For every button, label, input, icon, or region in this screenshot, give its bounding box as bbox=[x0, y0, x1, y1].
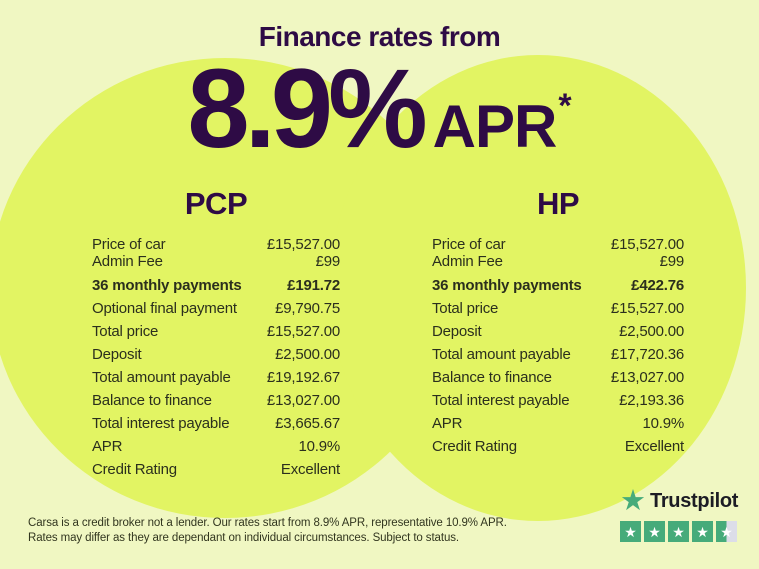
table-row bbox=[432, 438, 684, 461]
rate-value: 8.9% bbox=[187, 46, 423, 171]
table-row bbox=[92, 369, 340, 392]
hp-column-title: HP bbox=[536, 186, 580, 221]
star-icon: ★ bbox=[692, 521, 713, 542]
row-label: Credit Rating bbox=[92, 461, 177, 478]
row-value: £17,720.36 bbox=[610, 346, 684, 363]
row-value: £3,665.67 bbox=[275, 415, 340, 432]
table-row bbox=[432, 392, 684, 415]
row-value: £2,500.00 bbox=[619, 323, 684, 340]
footnote-asterisk: * bbox=[558, 87, 572, 125]
table-row bbox=[432, 300, 684, 323]
table-row bbox=[92, 438, 340, 461]
row-value: Excellent bbox=[624, 438, 684, 455]
row-label: Deposit bbox=[432, 323, 482, 340]
disclaimer-line-2: Rates may differ as they are dependant on individual circumstances. Subject to status. bbox=[28, 531, 459, 544]
row-value: £2,500.00 bbox=[275, 346, 340, 363]
table-row bbox=[92, 392, 340, 415]
row-value: £15,527.00 bbox=[610, 236, 684, 253]
row-value: £15,527.00 bbox=[266, 236, 340, 253]
row-value: £15,527.00 bbox=[610, 300, 684, 317]
row-value: 10.9% bbox=[298, 438, 340, 455]
trustpilot-logo bbox=[620, 485, 739, 517]
row-label: Total amount payable bbox=[432, 346, 571, 363]
legal-disclaimer bbox=[28, 516, 507, 545]
page-title: Finance rates from bbox=[258, 21, 501, 52]
pcp-column-title: PCP bbox=[184, 186, 248, 221]
row-value: £422.76 bbox=[631, 277, 684, 294]
table-row bbox=[92, 236, 340, 253]
row-label: Total price bbox=[92, 323, 159, 340]
trustpilot-rating-stars bbox=[620, 521, 738, 542]
table-row bbox=[92, 346, 340, 369]
trustpilot-widget bbox=[620, 485, 739, 542]
table-row bbox=[92, 415, 340, 438]
row-value: £191.72 bbox=[287, 277, 340, 294]
trustpilot-wordmark: Trustpilot bbox=[650, 489, 739, 512]
star-icon: ★ bbox=[644, 521, 665, 542]
table-row bbox=[432, 346, 684, 369]
row-value: £19,192.67 bbox=[266, 369, 340, 386]
row-label: Total price bbox=[432, 300, 499, 317]
row-value: £2,193.36 bbox=[619, 392, 684, 409]
star-icon: ★ bbox=[668, 521, 689, 542]
table-row bbox=[432, 236, 684, 253]
row-value: £13,027.00 bbox=[266, 392, 340, 409]
row-label: Balance to finance bbox=[92, 392, 212, 409]
star-icon: ★ bbox=[620, 521, 641, 542]
row-value: 10.9% bbox=[642, 415, 684, 432]
apr-label: APR bbox=[432, 93, 557, 160]
row-label: Balance to finance bbox=[432, 369, 552, 386]
hp-column bbox=[432, 186, 684, 461]
row-label: Price of car bbox=[92, 236, 166, 253]
disclaimer-line-1: Carsa is a credit broker not a lender. Our rates start from 8.9% APR, representative 10.9% APR. bbox=[28, 517, 507, 529]
row-label: Total amount payable bbox=[92, 369, 231, 386]
table-row bbox=[432, 323, 684, 346]
row-value: £99 bbox=[315, 252, 340, 270]
row-label: Optional final payment bbox=[92, 300, 237, 317]
row-value: £9,790.75 bbox=[275, 300, 340, 317]
row-label: Admin Fee bbox=[432, 252, 503, 270]
pcp-column bbox=[92, 186, 340, 484]
row-label: APR bbox=[432, 415, 463, 432]
half-star-icon: ★ bbox=[716, 521, 737, 542]
row-label: Total interest payable bbox=[92, 415, 230, 432]
row-label: 36 monthly payments bbox=[432, 277, 582, 294]
table-row bbox=[92, 300, 340, 323]
row-label: APR bbox=[92, 438, 123, 455]
table-row-monthly-payment bbox=[432, 277, 684, 300]
row-value: Excellent bbox=[280, 461, 340, 478]
table-row bbox=[92, 253, 340, 270]
table-row bbox=[432, 415, 684, 438]
trustpilot-star-icon: ★ bbox=[620, 485, 646, 517]
table-row bbox=[432, 369, 684, 392]
headline-rate bbox=[0, 46, 759, 171]
row-label: Credit Rating bbox=[432, 438, 517, 455]
row-label: Price of car bbox=[432, 236, 506, 253]
row-value: £99 bbox=[659, 252, 684, 270]
header bbox=[0, 0, 759, 171]
row-label: Deposit bbox=[92, 346, 142, 363]
row-value: £15,527.00 bbox=[266, 323, 340, 340]
row-label: Admin Fee bbox=[92, 252, 163, 270]
row-label: Total interest payable bbox=[432, 392, 570, 409]
table-row-monthly-payment bbox=[92, 277, 340, 300]
row-value: £13,027.00 bbox=[610, 369, 684, 386]
table-row bbox=[92, 323, 340, 346]
row-label: 36 monthly payments bbox=[92, 277, 242, 294]
table-row bbox=[92, 461, 340, 484]
table-row bbox=[432, 253, 684, 270]
